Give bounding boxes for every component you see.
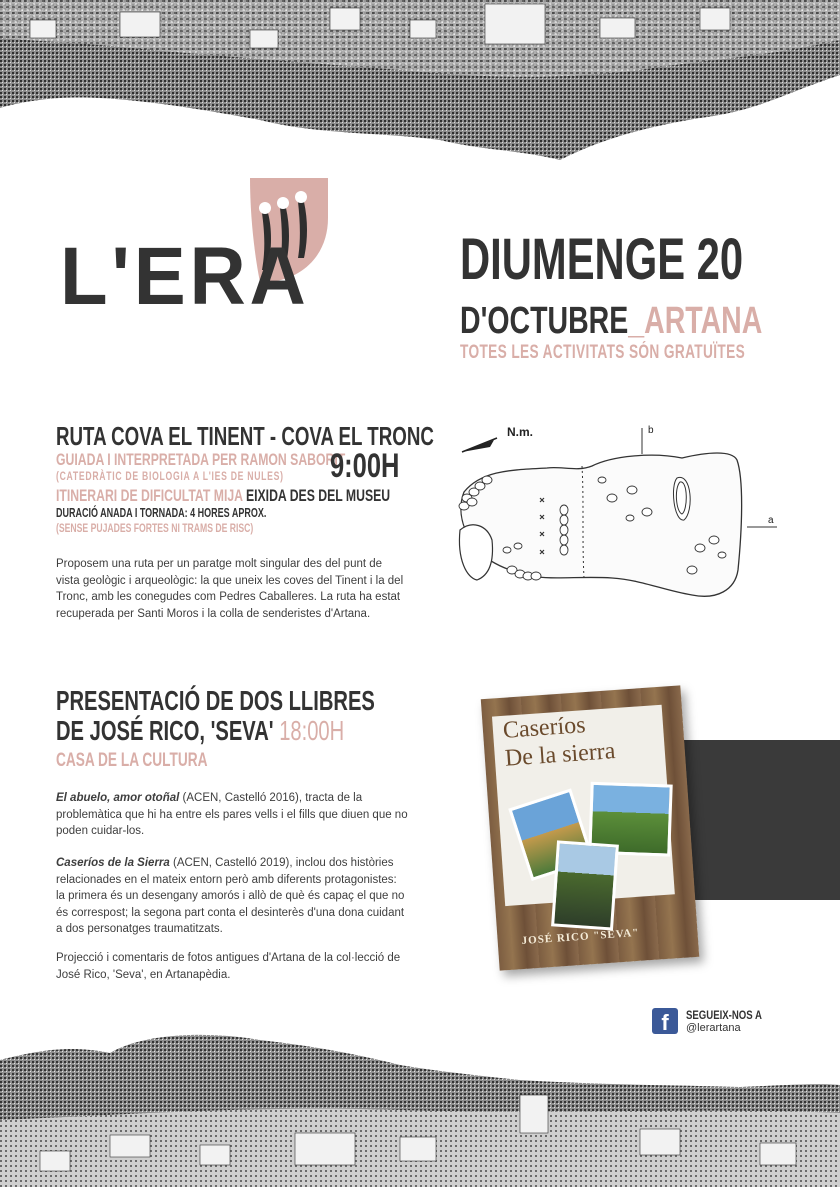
logo xyxy=(60,178,340,328)
route-departure: EIXIDA DES DEL MUSEU xyxy=(245,486,391,505)
book2-description xyxy=(56,855,408,938)
follow-text: SEGUEIX-NOS A xyxy=(686,1008,762,1022)
event-month: D'OCTUBRE xyxy=(460,300,629,342)
book2-title: Caseríos de la Sierra xyxy=(56,857,170,869)
route-title: RUTA COVA EL TINENT - COVA EL TRONC xyxy=(56,421,434,451)
book1-text: (ACEN, Castelló 2016), tracta de la problemàtica que hi ha entre els pares vells i el fills que diuen que no poden cuidar-los. xyxy=(56,792,408,837)
route-description: Proposem una ruta per un paratge molt singular des del punt de vista geològic i arqueològic: la que uneix les coves del Tinent i la del Tronc, amb les conegudes com Pedres Caballeres. La ruta ha estat recuperada per Santi Moros i la colla de senderistes d'Artana. xyxy=(56,558,404,620)
book-cover xyxy=(481,685,699,970)
book1-title: El abuelo, amor otoñal xyxy=(56,792,180,804)
cave-map xyxy=(452,420,782,610)
free-activities-note: TOTES LES ACTIVITATS SÓN GRATUÏTES xyxy=(460,342,746,363)
follow-handle: @lerartana xyxy=(686,1022,741,1034)
route-duration: DURACIÓ ANADA I TORNADA: 4 HORES APROX. xyxy=(56,506,267,520)
books-venue: CASA DE LA CULTURA xyxy=(56,750,208,771)
route-difficulty: ITINERARI DE DIFICULTAT MIJA xyxy=(56,486,243,505)
logo-text: L'ERA xyxy=(60,231,310,322)
cover-title-line2: De la sierra xyxy=(504,738,617,772)
map-label-b: b xyxy=(648,425,654,436)
book2-text: (ACEN, Castelló 2019), inclou dos històries relacionades en el mateix entorn però amb diferents protagonistes: la primera és un desengany amorós i allò de què és capaç el que no és correspost; la segona part conta el desinterès d'una dona cuidant a dos personatges traumatitzats. xyxy=(56,857,405,935)
projection-text: Projecció i comentaris de fotos antigues d'Artana de la col·lecció de José Rico, 'Seva', en Artanapèdia. xyxy=(56,952,401,981)
event-place: _ARTANA xyxy=(628,300,763,342)
books-title-line1: PRESENTACIÓ DE DOS LLIBRES xyxy=(56,685,375,716)
facebook-icon: f xyxy=(652,1008,678,1034)
cover-author: JOSÉ RICO "SEVA" xyxy=(521,926,640,948)
books-title-line2: DE JOSÉ RICO, 'SEVA' xyxy=(56,715,274,746)
map-north-label: N.m. xyxy=(507,425,534,439)
cover-title-line1: Caseríos xyxy=(502,712,587,744)
event-date: DIUMENGE 20 xyxy=(460,227,744,292)
map-label-a: a xyxy=(768,515,774,526)
route-time: 9:00H xyxy=(330,447,400,485)
event-month-place xyxy=(460,300,762,342)
bottom-town-photo xyxy=(0,1025,840,1187)
books-title-line2-row xyxy=(56,716,344,746)
books-time: 18:00H xyxy=(279,715,345,746)
route-difficulty-line xyxy=(56,486,390,506)
cave-plan-drawing xyxy=(452,420,782,610)
route-guide: GUIADA I INTERPRETADA PER RAMON SABORIT xyxy=(56,450,346,469)
book1-description xyxy=(56,790,408,840)
route-duration-note: (SENSE PUJADES FORTES NI TRAMS DE RISC) xyxy=(56,521,254,535)
route-guide-note: (CATEDRÀTIC DE BIOLOGIA A L'IES DE NULES) xyxy=(56,469,284,483)
cover-photo-3 xyxy=(551,840,619,930)
top-town-photo xyxy=(0,0,840,175)
